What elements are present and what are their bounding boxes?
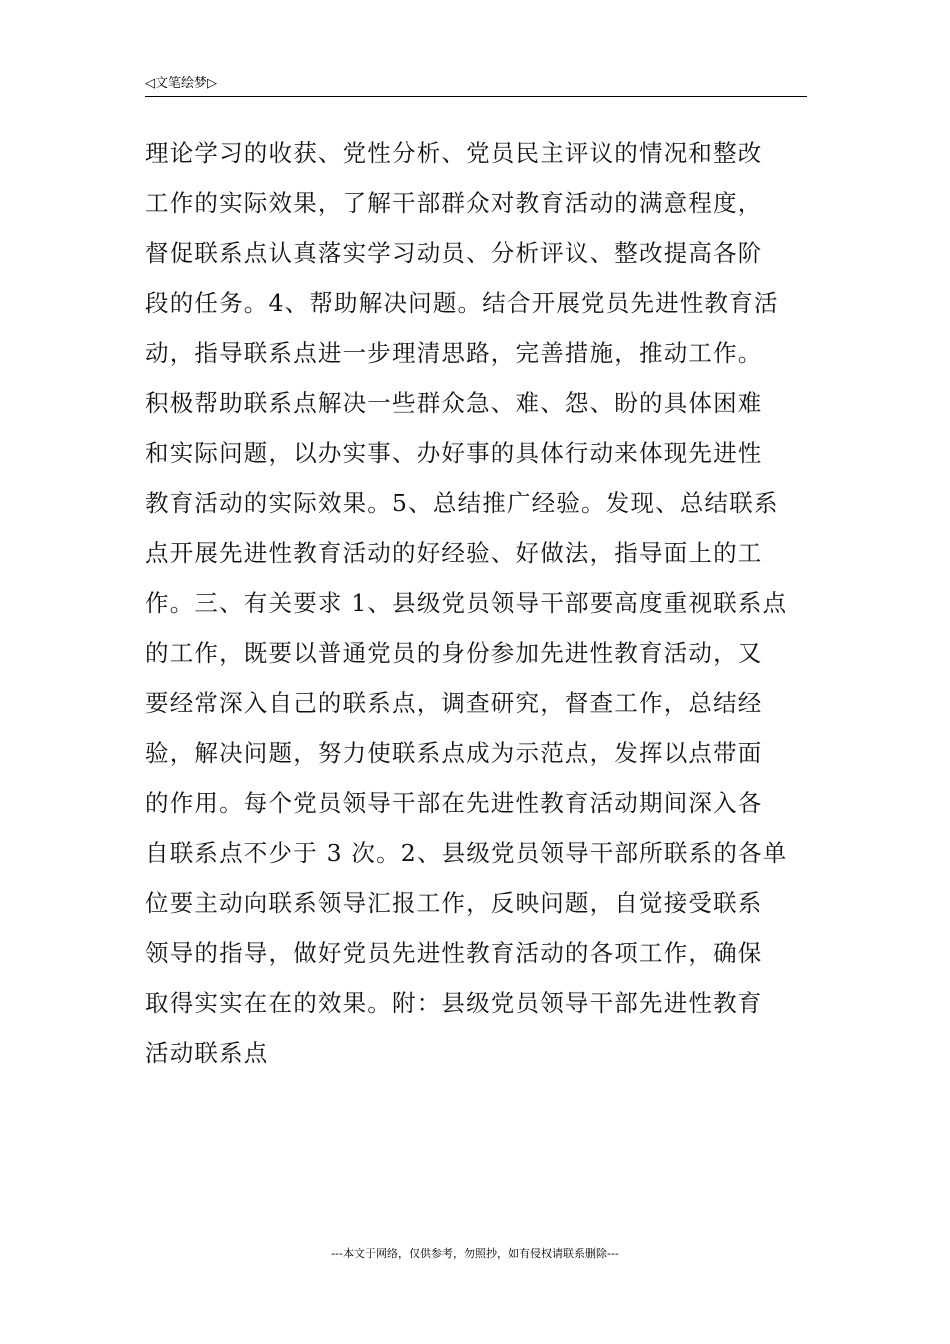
page-footer: ---本文于网络，仅供参考，勿照抄，如有侵权请联系删除--- <box>331 1247 619 1260</box>
body-line: 段的任务。4、帮助解决问题。结合开展党员先进性教育活 <box>145 289 779 317</box>
body-line: 和实际问题，以办实事、办好事的具体行动来体现先进性 <box>145 439 763 467</box>
body-line: 动，指导联系点进一步理清思路，完善措施，推动工作。 <box>145 339 763 367</box>
body-line: 活动联系点 <box>145 1039 269 1067</box>
body-line: 要经常深入自己的联系点，调查研究，督查工作，总结经 <box>145 689 763 717</box>
body-line: 点开展先进性教育活动的好经验、好做法，指导面上的工 <box>145 539 763 567</box>
body-line: 理论学习的收获、党性分析、党员民主评议的情况和整改 <box>145 139 763 167</box>
page-header <box>145 74 807 97</box>
body-line: 工作的实际效果，了解干部群众对教育活动的满意程度， <box>145 189 763 217</box>
body-line: 位要主动向联系领导汇报工作，反映问题，自觉接受联系 <box>145 889 763 917</box>
body-line: 的工作，既要以普通党员的身份参加先进性教育活动，又 <box>145 639 763 667</box>
body-line: 作。三、有关要求 1、县级党员领导干部要高度重视联系点 <box>145 589 788 617</box>
body-line: 督促联系点认真落实学习动员、分析评议、整改提高各阶 <box>145 239 763 267</box>
body-line: 取得实实在在的效果。附：县级党员领导干部先进性教育 <box>145 989 763 1017</box>
body-line: 积极帮助联系点解决一些群众急、难、怨、盼的具体困难 <box>145 389 763 417</box>
header-title: ◁文笔绘梦▷ <box>145 76 217 91</box>
body-line: 教育活动的实际效果。5、总结推广经验。发现、总结联系 <box>145 489 779 517</box>
body-line: 自联系点不少于 3 次。2、县级党员领导干部所联系的各单 <box>145 839 788 867</box>
body-line: 验，解决问题，努力使联系点成为示范点，发挥以点带面 <box>145 739 763 767</box>
body-line: 的作用。每个党员领导干部在先进性教育活动期间深入各 <box>145 789 763 817</box>
body-line: 领导的指导，做好党员先进性教育活动的各项工作，确保 <box>145 939 763 967</box>
document-body <box>145 128 810 1078</box>
